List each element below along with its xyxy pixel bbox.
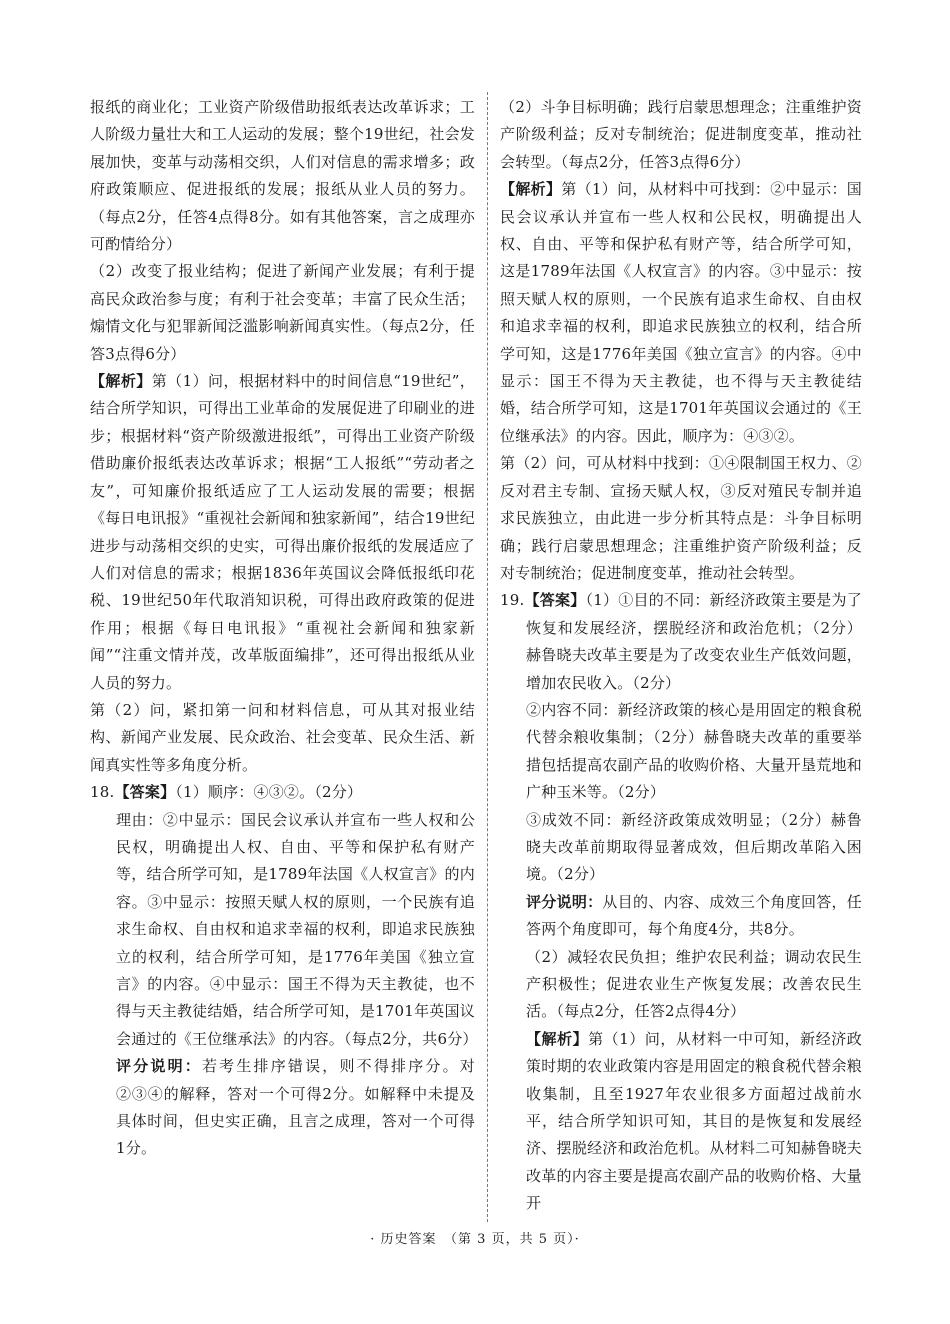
scoring-text: 从目的、内容、成效三个角度回答，任答两个角度即可，每个角度4分，共8分。 [526, 892, 862, 939]
question-19-point: ②内容不同：新经济政策的核心是用固定的粮食税代替余粮收集制；（2分）赫鲁晓夫改革的重要举措包括提高农副产品的收购价格、大量开垦荒地和广种玉米等。（2分） [526, 700, 862, 802]
answer-paragraph: （2）改变了报业结构；促进了新闻产业发展；有利于提高民众政治参与度；有利于社会变革；丰富了民众生活；煽情文化与犯罪新闻泛滥影响新闻真实性。（每点2分，任答3点得6分） [90, 262, 475, 363]
answer-text: （1）顺序：④③②。（2分） [175, 783, 363, 802]
analysis-paragraph [500, 176, 862, 450]
scoring-text: 若考生排序错误，则不得排序分。对②③④的解释，答对一个可得2分。如解释中未提及具体时间，但史实正确，且言之成理，答对一个可得1分。 [116, 1057, 475, 1158]
answer-label: 【答案】 [524, 591, 586, 610]
question-19-answer [500, 587, 862, 697]
answer-paragraph: （2）斗争目标明确；践行启蒙思想理念；注重维护资产阶级利益；反对专制统治；促进制度变革，推动社会转型。（每点2分，任答3点得6分） [500, 98, 862, 171]
question-19-analysis [500, 1026, 862, 1218]
analysis-paragraph: 第（2）问，紧扣第一问和材料信息，可从其对报业结构、新闻产业发展、民众政治、社会变革、民众生活、新闻真实性等多角度分析。 [90, 700, 475, 774]
question-18-reason: 理由：②中显示：国民会议承认并宣布一些人权和公民权，明确提出人权、自由、平等和保护私有财产等，结合所学可知，是1789年法国《人权宣言》的内容。③中显示：按照天赋人权的原则，一个民族有追求生命权、自由权和追求幸福的权利，即追求民族独立的权利，结合所学可知，是1776年美国《独立宣言》的内容。④中显示：国王不得为天主教徒，也不得与天主教徒结婚，结合所学可知，是1701年英国议会通过的《王位继承法》的内容。（每点2分，共6分） [116, 810, 478, 1048]
analysis-paragraph: 第（2）问，可从材料中找到：①④限制国王权力、②反对君主专制、宣扬天赋人权，③反对殖民专制并追求民族独立，由此进一步分析其特点是：斗争目标明确；践行启蒙思想理念；注重维护资产阶级利益；反对专制统治；促进制度变革，推动社会转型。 [500, 454, 862, 582]
question-18-answer [90, 779, 475, 806]
analysis-paragraph [90, 368, 475, 697]
question-19-point: （2）减轻农民负担；维护农民利益；调动农民生产积极性；促进农业生产恢复发展；改善农民生活。（每点2分，任答2点得4分） [526, 947, 862, 1021]
scoring-label: 评分说明： [526, 892, 603, 911]
question-19-point: ③成效不同：新经济政策成效明显；（2分）赫鲁晓夫改革前期取得显著成效，但后期改革陷入困境。（2分） [526, 810, 862, 884]
answer-paragraph: 报纸的商业化；工业资产阶级借助报纸表达改革诉求；工人阶级力量壮大和工人运动的发展；整个19世纪，社会发展加快，变革与动荡相交织，人们对信息的需求增多；政府政策顺应、促进报纸的发展；报纸从业人员的努力。（每点2分，任答4点得8分。如有其他答案，言之成理亦可酌情给分） [90, 98, 475, 254]
right-column [500, 94, 862, 1218]
answer-label: 【答案】 [114, 783, 176, 802]
question-number: 18. [90, 783, 115, 802]
analysis-label: 【解析】 [90, 372, 152, 391]
analysis-label: 【解析】 [500, 180, 562, 199]
scoring-label: 评分说明： [116, 1057, 202, 1076]
column-divider [487, 92, 488, 1222]
analysis-label: 【解析】 [526, 1029, 589, 1048]
page-footer: · 历史答案 （第 3 页，共 5 页）· [370, 1232, 580, 1247]
question-19-scoring [500, 889, 862, 944]
left-column [90, 94, 478, 1163]
answer-text: （1）①目的不同：新经济政策主要是为了恢复和发展经济，摆脱经济和政治危机；（2分）赫鲁晓夫改革主要是为了改变农业生产低效问题，增加农民收入。（2分） [526, 591, 862, 692]
analysis-text: 第（1）问，根据材料中的时间信息“19世纪”，结合所学知识，可得出工业革命的发展促进了印刷业的进步；根据材料“资产阶级激进报纸”，可得出工业资产阶级借助廉价报纸表达改革诉求；根据“工人报纸”“劳动者之友”，可知廉价报纸适应了工人运动发展的需要；根据《每日电讯报》“重视社会新闻和独家新闻”，结合19世纪进步与动荡相交织的史实，可得出廉价报纸的发展适应了人们对信息的需求；根据1836年英国议会降低报纸印花税、19世纪50年代取消知识税，可得出政府政策的促进作用；根据《每日电讯报》“重视社会新闻和独家新闻”“注重文情并茂，改革版面编排”，还可得出报纸从业人员的努力。 [90, 372, 475, 692]
analysis-text: 第（1）问，从材料中可找到：②中显示：国民会议承认并宣布一些人权和公民权，明确提出人权、自由、平等和保护私有财产等，结合所学可知，这是1789年法国《人权宣言》的内容。③中显示：按照天赋人权的原则，一个民族有追求生命权、自由权和追求幸福的权利，即追求民族独立的权利，结合所学可知，这是1776年美国《独立宣言》的内容。④中显示：国王不得为天主教徒，也不得与天主教徒结婚，结合所学可知，这是1701年英国议会通过的《王位继承法》的内容。因此，顺序为：④③②。 [500, 180, 862, 445]
question-number: 19. [500, 591, 525, 610]
question-18-scoring [90, 1053, 475, 1163]
analysis-text: 第（1）问，从材料一中可知，新经济政策时期的农业政策内容是用固定的粮食税代替余粮收集制，且至1927年农业很多方面超过战前水平，结合所学知识可知，其目的是恢复和发展经济、摆脱经济和政治危机。从材料二可知赫鲁晓夫改革的内容主要是提高农副产品的收购价格、大量开 [526, 1029, 862, 1213]
